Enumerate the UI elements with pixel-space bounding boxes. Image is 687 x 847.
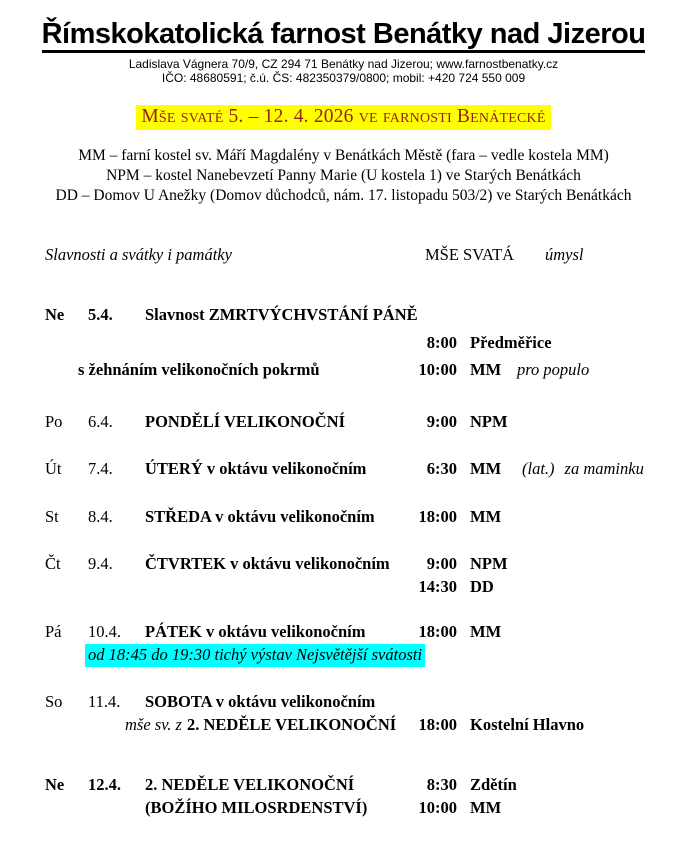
gap bbox=[457, 553, 470, 576]
table-row bbox=[0, 304, 687, 327]
day-cell: Po bbox=[45, 412, 63, 431]
time-cell: 8:00 bbox=[426, 333, 457, 352]
date-cell: 5.4. bbox=[88, 305, 113, 324]
vigil-cell bbox=[125, 714, 395, 737]
feast-cell: STŘEDA v oktávu velikonočním bbox=[145, 507, 375, 526]
location-cell: NPM bbox=[470, 412, 508, 431]
day-cell: Čt bbox=[45, 554, 61, 573]
vigil-prefix: mše sv. z bbox=[125, 715, 182, 734]
date-cell: 10.4. bbox=[88, 622, 121, 641]
day-cell: Út bbox=[45, 459, 62, 478]
feast-cell: s žehnáním velikonočních pokrmů bbox=[78, 360, 320, 379]
legend-mm: MM – farní kostel sv. Máří Magdalény v Benátkách Městě (fara – vedle kostela MM) bbox=[78, 147, 609, 164]
table-row bbox=[0, 553, 687, 576]
day-cell: Pá bbox=[45, 622, 62, 641]
time-cell: 10:00 bbox=[418, 360, 457, 379]
feast-cell: Slavnost ZMRTVÝCHVSTÁNÍ PÁNĚ bbox=[145, 305, 418, 324]
day-cell bbox=[45, 576, 88, 599]
feast-cell: SOBOTA v oktávu velikonočním bbox=[145, 692, 376, 711]
table-row bbox=[0, 506, 687, 529]
col-header-feasts: Slavnosti a svátky i památky bbox=[45, 245, 232, 264]
feast-cell bbox=[145, 332, 395, 355]
parish-title bbox=[0, 18, 687, 51]
schedule-banner: Mše svaté 5. – 12. 4. 2026 ve farnosti Benátecké bbox=[136, 105, 550, 130]
location-cell: Zdětín bbox=[470, 775, 517, 794]
time-cell: 8:30 bbox=[426, 775, 457, 794]
schedule-banner-wrap bbox=[0, 105, 687, 130]
day-cell: So bbox=[45, 692, 63, 711]
gap bbox=[457, 359, 470, 382]
table-row bbox=[0, 332, 687, 355]
feast-cell: PÁTEK v oktávu velikonočním bbox=[145, 622, 366, 641]
date-cell bbox=[88, 576, 145, 599]
table-header bbox=[0, 245, 687, 265]
time-cell: 18:00 bbox=[418, 622, 457, 641]
gap bbox=[457, 576, 470, 599]
feast-cell: ČTVRTEK v oktávu velikonočním bbox=[145, 554, 390, 573]
time-cell: 9:00 bbox=[426, 554, 457, 573]
gap bbox=[457, 714, 470, 737]
table-row bbox=[0, 774, 687, 797]
location-cell: Kostelní Hlavno bbox=[470, 715, 585, 734]
feast-cell: 2. NEDĚLE VELIKONOČNÍ bbox=[145, 775, 355, 794]
location-cell: MM bbox=[470, 360, 502, 379]
time-cell: 14:30 bbox=[418, 577, 457, 596]
date-cell: 12.4. bbox=[88, 775, 121, 794]
table-row bbox=[0, 714, 687, 737]
col-header-intention: úmysl bbox=[545, 245, 584, 264]
legend-dd: DD – Domov U Anežky (Domov důchodců, nám. 17. listopadu 503/2) ve Starých Benátkách bbox=[55, 187, 632, 204]
location-cell: MM bbox=[470, 507, 502, 526]
parish-title-text: Římskokatolická farnost Benátky nad Jizerou bbox=[42, 18, 646, 53]
time-cell: 18:00 bbox=[418, 507, 457, 526]
col-header-mass: MŠE SVATÁ bbox=[425, 245, 515, 264]
date-cell: 6.4. bbox=[88, 412, 113, 431]
date-cell: 7.4. bbox=[88, 459, 113, 478]
date-cell bbox=[88, 332, 145, 355]
intention-cell: za maminku bbox=[564, 459, 644, 478]
address-line: Ladislava Vágnera 70/9, CZ 294 71 Benátky nad Jizerou; www.farnostbenatky.cz bbox=[128, 57, 559, 71]
feast-cell: ÚTERÝ v oktávu velikonočním bbox=[145, 459, 367, 478]
location-cell: Předměřice bbox=[470, 333, 552, 352]
date-cell: 9.4. bbox=[88, 554, 113, 573]
intention-cell: pro populo bbox=[517, 360, 590, 379]
legend-npm: NPM – kostel Nanebevzetí Panny Marie (U kostela 1) ve Starých Benátkách bbox=[106, 167, 581, 184]
date-cell bbox=[88, 797, 145, 820]
feast-cell: 2. NEDĚLE VELIKONOČNÍ bbox=[186, 715, 397, 734]
gap bbox=[457, 774, 470, 797]
table-row bbox=[0, 458, 687, 481]
day-cell bbox=[45, 797, 88, 820]
day-cell: St bbox=[45, 507, 59, 526]
time-cell: 10:00 bbox=[418, 798, 457, 817]
gap bbox=[457, 797, 470, 820]
table-row bbox=[0, 411, 687, 434]
time-cell: 9:00 bbox=[426, 412, 457, 431]
day-cell bbox=[45, 332, 88, 355]
adoration-note: od 18:45 do 19:30 tichý výstav Nejsvětější svátosti bbox=[85, 644, 425, 667]
gap bbox=[457, 506, 470, 529]
location-cell: DD bbox=[470, 577, 494, 596]
feast-cell: (BOŽÍHO MILOSRDENSTVÍ) bbox=[145, 798, 368, 817]
date-cell: 8.4. bbox=[88, 507, 113, 526]
location-cell: MM bbox=[470, 459, 502, 478]
adoration-note-row bbox=[85, 644, 687, 667]
contact-line: IČO: 48680591; č.ú. ČS: 482350379/0800; mobil: +420 724 550 009 bbox=[161, 71, 526, 85]
date-cell: 11.4. bbox=[88, 692, 121, 711]
location-cell: MM bbox=[470, 622, 502, 641]
latin-flag: (lat.) bbox=[522, 459, 555, 478]
feast-cell: PONDĚLÍ VELIKONOČNÍ bbox=[145, 412, 346, 431]
day-cell: Ne bbox=[45, 305, 65, 324]
table-row bbox=[0, 621, 687, 644]
location-cell: MM bbox=[470, 798, 502, 817]
time-cell: 18:00 bbox=[418, 715, 457, 734]
table-row bbox=[0, 359, 687, 382]
time-cell: 6:30 bbox=[426, 459, 457, 478]
gap bbox=[457, 458, 470, 481]
feast-cell bbox=[145, 576, 395, 599]
location-cell: NPM bbox=[470, 554, 508, 573]
table-row bbox=[0, 797, 687, 820]
day-cell: Ne bbox=[45, 775, 65, 794]
gap bbox=[457, 411, 470, 434]
table-row bbox=[0, 576, 687, 599]
gap bbox=[457, 621, 470, 644]
gap bbox=[457, 332, 470, 355]
table-row bbox=[0, 691, 687, 714]
